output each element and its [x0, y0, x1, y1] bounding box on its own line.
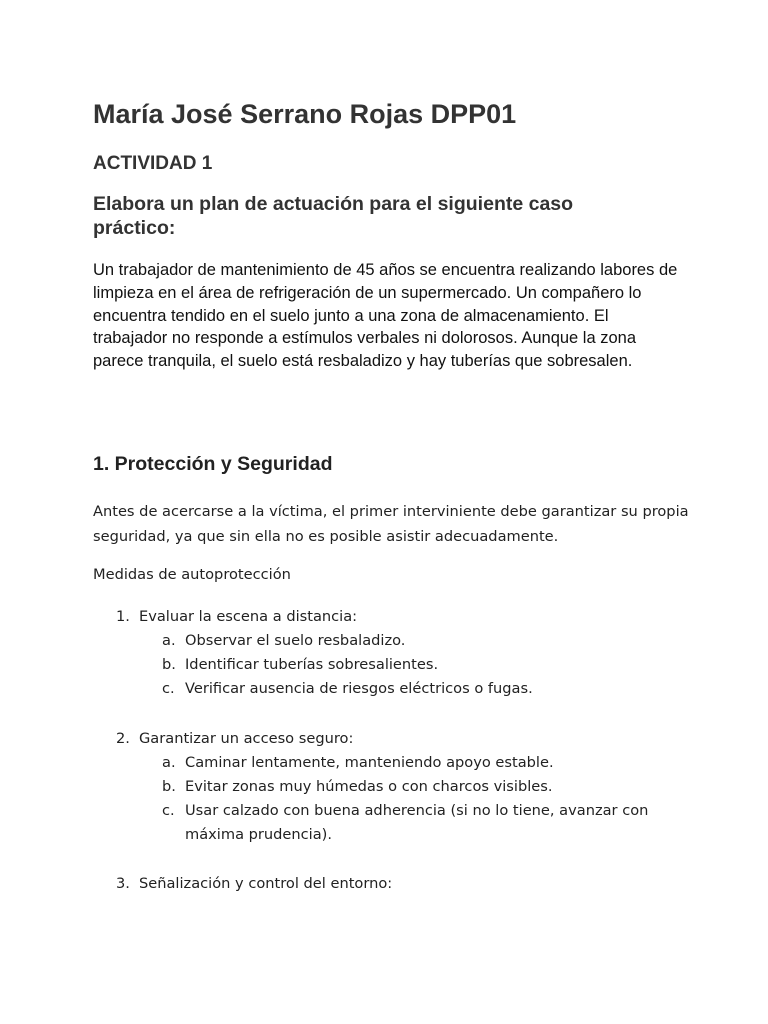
- sub-item-text: Observar el suelo resbaladizo.: [185, 632, 406, 649]
- sub-item: [93, 653, 685, 677]
- measures-subheading: Medidas de autoprotección: [93, 566, 291, 583]
- section-heading: 1. Protección y Seguridad: [93, 453, 333, 475]
- sub-item-letter: a.: [162, 632, 176, 649]
- sub-item: [93, 751, 685, 775]
- sub-item-letter: c.: [162, 680, 175, 697]
- sub-item-text: Caminar lentamente, manteniendo apoyo estable.: [185, 754, 554, 771]
- section-intro: Antes de acercarse a la víctima, el primer interviniente debe garantizar su propia seguridad, ya que sin ella no es posible asistir adecuadamente.: [93, 503, 689, 545]
- task-heading: Elabora un plan de actuación para el siguiente caso práctico:: [93, 193, 574, 239]
- activity-heading: ACTIVIDAD 1: [93, 153, 213, 174]
- sub-item-text: Evitar zonas muy húmedas o con charcos visibles.: [185, 778, 553, 795]
- list-number: 1.: [116, 608, 130, 625]
- sub-item-text: Usar calzado con buena adherencia (si no lo tiene, avanzar con máxima prudencia).: [185, 802, 649, 843]
- sub-item-text: Identificar tuberías sobresalientes.: [185, 656, 439, 673]
- list-item-text: Señalización y control del entorno:: [139, 875, 393, 892]
- list-item-text: Garantizar un acceso seguro:: [139, 730, 354, 747]
- list-item-text: Evaluar la escena a distancia:: [139, 608, 358, 625]
- sub-item: [93, 799, 685, 847]
- document-title: María José Serrano Rojas DPP01: [93, 99, 517, 129]
- case-description: Un trabajador de mantenimiento de 45 años se encuentra realizando labores de limpieza en el área de refrigeración de un supermercado. Un compañero lo encuentra tendido en el suelo junto a una zona de almacenamiento. El trabajador no responde a estímulos verbales ni dolorosos. Aunque la zona parece tranquila, el suelo está resbaladizo y hay tuberías que sobresalen.: [93, 261, 678, 371]
- sub-item-letter: c.: [162, 802, 175, 819]
- sub-item-letter: b.: [162, 778, 176, 795]
- sub-item: [93, 775, 685, 799]
- sub-item-letter: a.: [162, 754, 176, 771]
- list-number: 2.: [116, 730, 130, 747]
- list-number: 3.: [116, 875, 130, 892]
- list-item: [93, 727, 685, 847]
- sub-item-text: Verificar ausencia de riesgos eléctricos o fugas.: [185, 680, 533, 697]
- list-item: [93, 605, 685, 701]
- sub-item: [93, 629, 685, 653]
- sub-item: [93, 677, 685, 701]
- sub-item-letter: b.: [162, 656, 176, 673]
